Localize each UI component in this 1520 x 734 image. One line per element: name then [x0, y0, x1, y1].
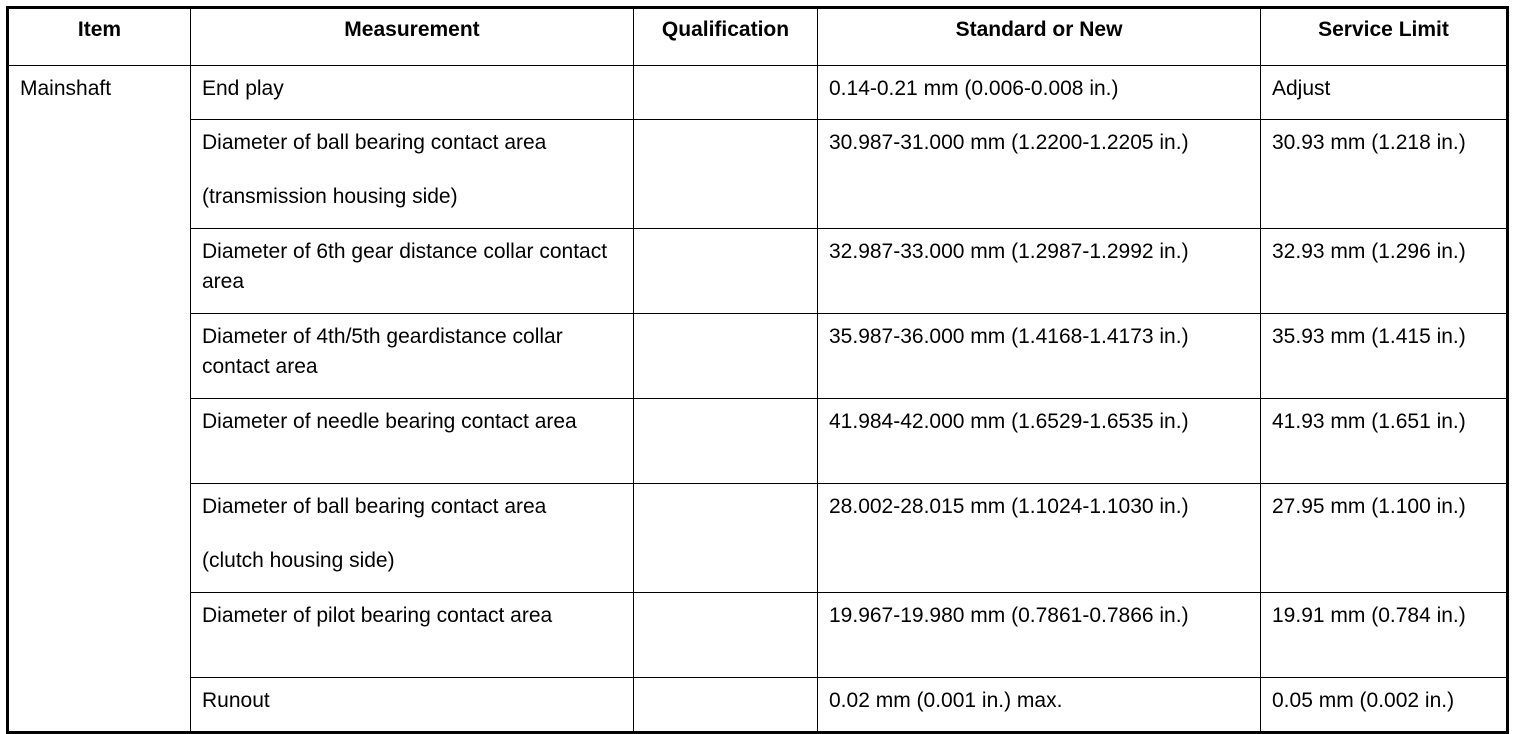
qualification-cell [634, 399, 818, 484]
measurement-line-1: Diameter of ball bearing contact area [202, 495, 547, 518]
measurement-cell: Diameter of needle bearing contact area [191, 399, 634, 484]
standard-cell: 28.002-28.015 mm (1.1024-1.1030 in.) [818, 484, 1261, 593]
service-limit-cell: Adjust [1261, 66, 1508, 120]
standard-cell: 0.14-0.21 mm (0.006-0.008 in.) [818, 66, 1261, 120]
table-row [8, 678, 1508, 733]
header-qualification: Qualification [634, 8, 818, 66]
measurement-cell: Runout [191, 678, 634, 733]
table-row [8, 593, 1508, 678]
standard-cell: 19.967-19.980 mm (0.7861-0.7866 in.) [818, 593, 1261, 678]
header-standard: Standard or New [818, 8, 1261, 66]
measurement-cell: End play [191, 66, 634, 120]
table-row [8, 484, 1508, 593]
qualification-cell [634, 314, 818, 399]
measurement-cell: Diameter of pilot bearing contact area [191, 593, 634, 678]
service-limit-cell: 30.93 mm (1.218 in.) [1261, 120, 1508, 229]
measurement-line-2: (transmission housing side) [202, 185, 458, 208]
qualification-cell [634, 593, 818, 678]
measurement-cell [191, 484, 634, 593]
standard-cell: 30.987-31.000 mm (1.2200-1.2205 in.) [818, 120, 1261, 229]
standard-cell: 32.987-33.000 mm (1.2987-1.2992 in.) [818, 229, 1261, 314]
header-row [8, 8, 1508, 66]
header-item: Item [8, 8, 191, 66]
header-measurement: Measurement [191, 8, 634, 66]
table-row [8, 314, 1508, 399]
table-row [8, 66, 1508, 120]
service-limit-cell: 41.93 mm (1.651 in.) [1261, 399, 1508, 484]
table-row [8, 120, 1508, 229]
service-limit-cell: 19.91 mm (0.784 in.) [1261, 593, 1508, 678]
service-limit-cell: 35.93 mm (1.415 in.) [1261, 314, 1508, 399]
measurement-cell: Diameter of 4th/5th geardistance collar contact area [191, 314, 634, 399]
qualification-cell [634, 484, 818, 593]
measurement-line-1: Diameter of ball bearing contact area [202, 131, 547, 154]
measurement-cell [191, 120, 634, 229]
table-row [8, 229, 1508, 314]
standard-cell: 0.02 mm (0.001 in.) max. [818, 678, 1261, 733]
measurement-line-2: (clutch housing side) [202, 549, 395, 572]
item-cell: Mainshaft [8, 66, 191, 733]
qualification-cell [634, 66, 818, 120]
service-limit-cell: 27.95 mm (1.100 in.) [1261, 484, 1508, 593]
spec-table [6, 6, 1509, 734]
standard-cell: 35.987-36.000 mm (1.4168-1.4173 in.) [818, 314, 1261, 399]
qualification-cell [634, 678, 818, 733]
qualification-cell [634, 120, 818, 229]
table-row [8, 399, 1508, 484]
service-limit-cell: 32.93 mm (1.296 in.) [1261, 229, 1508, 314]
standard-cell: 41.984-42.000 mm (1.6529-1.6535 in.) [818, 399, 1261, 484]
measurement-cell: Diameter of 6th gear distance collar contact area [191, 229, 634, 314]
header-service-limit: Service Limit [1261, 8, 1508, 66]
qualification-cell [634, 229, 818, 314]
service-limit-cell: 0.05 mm (0.002 in.) [1261, 678, 1508, 733]
